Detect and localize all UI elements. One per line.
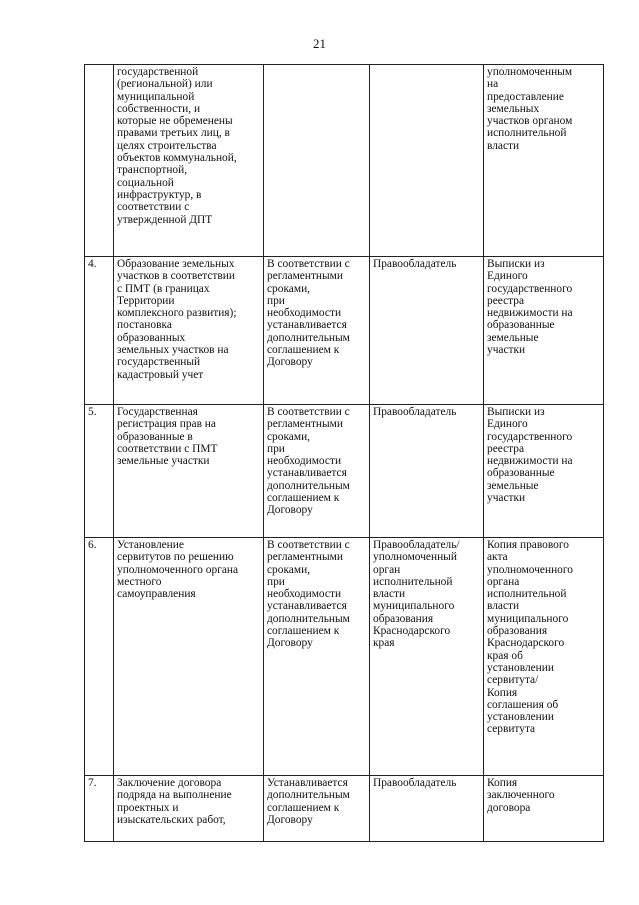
party-cell: Правообладатель: [370, 405, 484, 538]
party-cell: Правообладатель: [370, 257, 484, 405]
action-cell: Образование земельных участков в соответствии с ПМТ (в границах Территории комплексного развития); постановка образованных земельных участков на государственный кадастровый учет: [114, 257, 264, 405]
term-cell: В соответствии с регламентными сроками, при необходимости устанавливается дополнительным соглашением к Договору: [264, 538, 370, 776]
table-row: [85, 776, 604, 842]
row-number: [85, 65, 114, 257]
action-cell: Заключение договора подряда на выполнение проектных и изыскательских работ,: [114, 776, 264, 842]
action-cell: Установление сервитутов по решению уполномоченного органа местного самоуправления: [114, 538, 264, 776]
row-number: 5.: [85, 405, 114, 538]
party-cell: [370, 65, 484, 257]
term-cell: В соответствии с регламентными сроками, при необходимости устанавливается дополнительным соглашением к Договору: [264, 405, 370, 538]
schedule-table: [84, 64, 604, 842]
document-cell: Копия заключенного договора: [484, 776, 604, 842]
row-number: 7.: [85, 776, 114, 842]
document-cell: уполномоченным на предоставление земельных участков органом исполнительной власти: [484, 65, 604, 257]
table-row: [85, 538, 604, 776]
action-cell: государственной (региональной) или муниципальной собственности, и которые не обременены правами третьих лиц, в целях строительства объектов коммунальной, транспортной, социальной инфраструктур, в соответствии с утвержденной ДПТ: [114, 65, 264, 257]
row-number: 4.: [85, 257, 114, 405]
party-cell: Правообладатель: [370, 776, 484, 842]
document-cell: Выписки из Единого государственного реестра недвижимости на образованные земельные участки: [484, 257, 604, 405]
table-row: [85, 65, 604, 257]
row-number: 6.: [85, 538, 114, 776]
action-cell: Государственная регистрация прав на образованные в соответствии с ПМТ земельные участки: [114, 405, 264, 538]
table-row: [85, 257, 604, 405]
term-cell: В соответствии с регламентными сроками, при необходимости устанавливается дополнительным соглашением к Договору: [264, 257, 370, 405]
party-cell: Правообладатель/ уполномоченный орган исполнительной власти муниципального образования Краснодарского края: [370, 538, 484, 776]
document-cell: Копия правового акта уполномоченного органа исполнительной власти муниципального образования Краснодарского края об установлении сервитута/ Копия соглашения об установлении сервитута: [484, 538, 604, 776]
document-cell: Выписки из Единого государственного реестра недвижимости на образованные земельные участки: [484, 405, 604, 538]
term-cell: Устанавливается дополнительным соглашением к Договору: [264, 776, 370, 842]
table-row: [85, 405, 604, 538]
page-number: 21: [313, 36, 326, 51]
term-cell: [264, 65, 370, 257]
